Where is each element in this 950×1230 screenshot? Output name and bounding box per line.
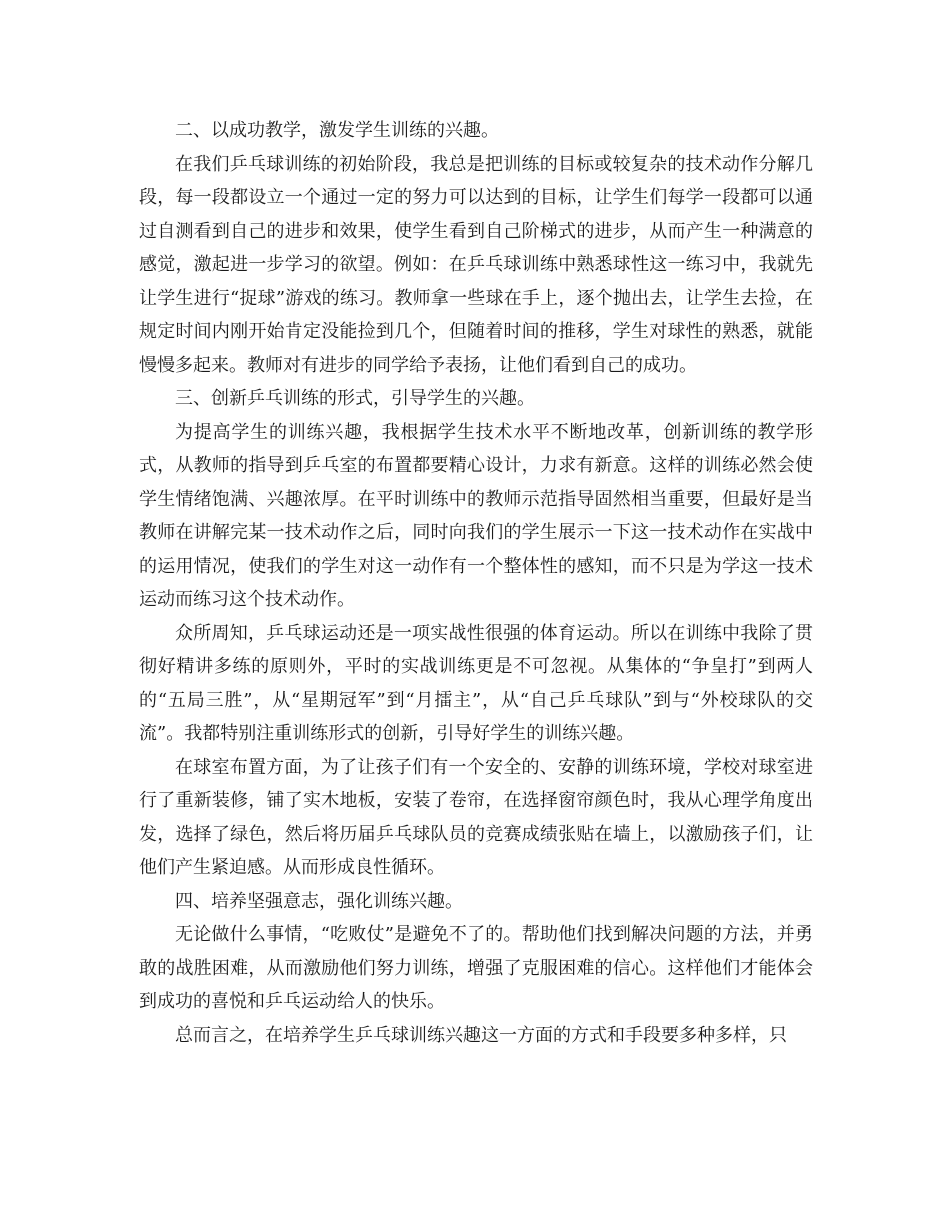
body-paragraph: 众所周知，乒乓球运动还是一项实战性很强的体育运动。所以在训练中我除了贯彻好精讲多练的原则外，平时的实战训练更是不可忽视。从集体的“争皇打”到两人的“五局三胜”，从“星期冠军”到“月擂主”，从“自己乒乓球队”到与“外校球队的交流”。我都特别注重训练形式的创新，引导好学生的训练兴趣。 [139, 622, 813, 744]
document-body [139, 114, 813, 1052]
body-paragraph: 在我们乒乓球训练的初始阶段，我总是把训练的目标或较复杂的技术动作分解几段，每一段都设立一个通过一定的努力可以达到的目标，让学生们每学一段都可以通过自测看到自己的进步和效果，使学生看到自己阶梯式的进步，从而产生一种满意的感觉，激起进一步学习的欲望。例如：在乒乓球训练中熟悉球性这一练习中，我就先让学生进行“捉球”游戏的练习。教师拿一些球在手上，逐个抛出去，让学生去捡，在规定时间内刚开始肯定没能捡到几个，但随着时间的推移，学生对球性的熟悉，就能慢慢多起来。教师对有进步的同学给予表扬，让他们看到自己的成功。 [139, 153, 813, 376]
section-heading: 二、以成功教学，激发学生训练的兴趣。 [175, 120, 499, 141]
body-paragraph: 在球室布置方面，为了让孩子们有一个安全的、安静的训练环境，学校对球室进行了重新装修，铺了实木地板，安装了卷帘，在选择窗帘颜色时，我从心理学角度出发，选择了绿色，然后将历届乒乓球队员的竞赛成绩张贴在墙上，以激励孩子们，让他们产生紧迫感。从而形成良性循环。 [139, 756, 813, 878]
body-paragraph: 为提高学生的训练兴趣，我根据学生技术水平不断地改革，创新训练的教学形式，从教师的指导到乒乓室的布置都要精心设计，力求有新意。这样的训练必然会使学生情绪饱满、兴趣浓厚。在平时训练中的教师示范指导固然相当重要，但最好是当教师在讲解完某一技术动作之后，同时向我们的学生展示一下这一技术动作在实战中的运用情况，使我们的学生对这一动作有一个整体性的感知，而不只是为学这一技术运动而练习这个技术动作。 [139, 421, 813, 610]
section-heading: 四、培养坚强意志，强化训练兴趣。 [175, 890, 463, 912]
section-heading: 三、创新乒乓训练的形式，引导学生的兴趣。 [175, 388, 535, 409]
body-paragraph: 总而言之，在培养学生乒乓球训练兴趣这一方面的方式和手段要多种多样，只 [175, 1024, 787, 1046]
body-paragraph: 无论做什么事情，“吃败仗”是避免不了的。帮助他们找到解决问题的方法，并勇敢的战胜困难，从而激励他们努力训练，增强了克服困难的信心。这样他们才能体会到成功的喜悦和乒乓运动给人的快乐。 [139, 924, 813, 1012]
